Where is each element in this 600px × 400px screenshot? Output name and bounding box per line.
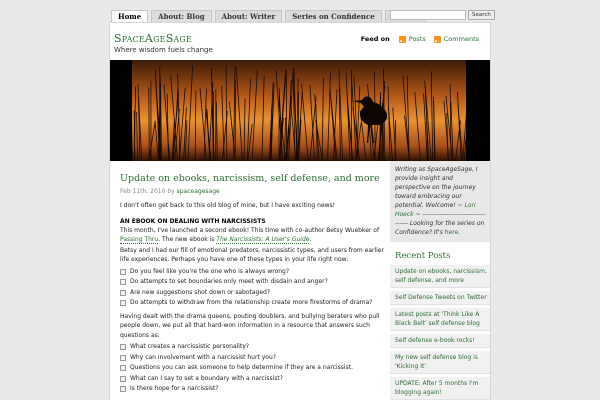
checkbox-icon <box>120 355 126 361</box>
list-item <box>120 288 384 299</box>
list-item <box>120 298 384 309</box>
list-item <box>120 353 384 364</box>
sidebar <box>390 161 491 400</box>
passing-thru-link[interactable]: Passing Thru <box>120 236 159 243</box>
recent-posts-list <box>390 265 491 400</box>
list-item-text: Is there hope for a narcissist? <box>130 385 219 392</box>
feed-links <box>361 35 484 43</box>
confidence-series-link[interactable]: here <box>444 229 459 236</box>
post-section-heading: AN EBOOK ON DEALING WITH NARCISSISTS <box>120 217 266 225</box>
heron-sunset-image <box>110 60 490 161</box>
checkbox-icon <box>120 279 126 285</box>
reed-stroke <box>279 88 280 161</box>
rss-icon[interactable] <box>399 36 406 43</box>
list-item-text: What creates a narcissistic personality? <box>130 343 250 350</box>
list-item <box>120 363 384 374</box>
list-item-text: Do you feel like you're the one who is always wrong? <box>130 267 290 275</box>
checkbox-icon <box>120 290 126 296</box>
checkbox-icon <box>120 344 126 350</box>
post-by: by <box>167 188 175 195</box>
list-item <box>120 267 384 278</box>
post-paragraph-1 <box>120 226 384 245</box>
search-button[interactable]: Search <box>468 10 495 20</box>
question-list-1 <box>120 267 384 309</box>
sidebar-about-text: Writing as SpaceAgeSage, I provide insight and perspective on the journey toward embracing our potential. Welcome! ~ <box>395 166 478 209</box>
question-list-2 <box>120 342 384 395</box>
post-paragraph-1-text-2: . The new ebook is <box>158 236 215 243</box>
recent-post-link[interactable]: UPDATE: After 5 months I'm blogging again! <box>390 377 491 400</box>
sidebar-about <box>390 161 491 242</box>
ebook-link[interactable]: The Narcissists: A User's Guide <box>216 236 310 243</box>
post-title[interactable]: Update on ebooks, narcissism, self defense, and more <box>120 173 380 184</box>
tab-home[interactable]: Home <box>111 10 148 22</box>
tab-about-writer[interactable]: About: Writer <box>215 10 283 22</box>
sidebar-about-end: . <box>458 229 461 236</box>
list-item <box>120 384 384 395</box>
list-item <box>120 277 384 288</box>
post-author-link[interactable]: spaceagesage <box>176 188 220 195</box>
recent-post-link[interactable]: Self Defense Tweets on Twitter <box>390 291 491 305</box>
post-meta <box>120 188 384 195</box>
list-item <box>120 342 384 353</box>
list-item-text: Why can involvement with a narcissist hurt you? <box>130 353 276 361</box>
header-image <box>110 60 490 161</box>
sidebar-about-text-2: ~ ----------------------------------- Looking for the series on Confidence? It's <box>395 211 486 236</box>
feed-posts-link[interactable]: Posts <box>408 35 426 43</box>
recent-post-link[interactable]: Latest posts at 'Think Like A Black Belt' self defense blog <box>390 308 491 331</box>
list-item <box>120 374 384 385</box>
feed-label: Feed on <box>360 35 390 43</box>
tab-about-blog[interactable]: About: Blog <box>151 10 211 22</box>
recent-posts-heading: Recent Posts <box>395 251 451 261</box>
feed-comments-link[interactable]: Comments <box>443 35 479 43</box>
top-nav <box>111 10 426 22</box>
checkbox-icon <box>120 269 126 275</box>
sidebar-author-name: Lori Hoeck <box>395 202 476 218</box>
recent-post-link[interactable]: My new self defense blog is 'Kicking It' <box>390 351 491 374</box>
recent-post-link[interactable]: Self defense e-book rocks! <box>390 334 491 348</box>
tab-series-on-confidence[interactable]: Series on Confidence <box>285 10 381 22</box>
post-content <box>120 173 384 395</box>
checkbox-icon <box>120 365 126 371</box>
post-paragraph-2: Betsy and I had our fill of emotional predators, narcissistic types, and users from earlier life experiences. Perhaps you have one of these types in your life right now: <box>120 246 384 263</box>
list-item-text: Questions you can ask someone to help determine if they are a narcissist. <box>130 364 353 371</box>
rss-icon[interactable] <box>434 36 441 43</box>
list-item-text: Do attempts to set boundaries only meet with disdain and anger? <box>130 278 328 285</box>
post-paragraph-1-text: This month, I've launched a second ebook! This time with co-author Betsy Wuebker of <box>120 226 380 234</box>
checkbox-icon <box>120 386 126 392</box>
post-paragraph-3: Having dealt with the drama queens, pouting doublers, and bullying beraters who pull people down, we put all that hard-won information in a resource that answers such questions as: <box>120 312 380 339</box>
checkbox-icon <box>120 376 126 382</box>
site-tagline: Where wisdom fuels change <box>114 46 213 54</box>
recent-post-link[interactable]: Update on ebooks, narcissism, self defense, and more <box>390 265 491 288</box>
list-item-text: Do attempts to withdraw from the relationship create more firestorms of drama? <box>130 299 373 306</box>
post-date: Feb 11th, 2010 <box>120 188 166 195</box>
checkbox-icon <box>120 300 126 306</box>
list-item-text: What can I say to set a boundary with a narcissist? <box>130 374 283 382</box>
page-container <box>109 22 491 400</box>
post-paragraph-1-end: . <box>309 236 312 243</box>
post-intro: I don't often get back to this old blog of mine, but I have exciting news! <box>120 202 336 209</box>
search-form <box>390 10 495 20</box>
list-item-text: Are new suggestions shot down or sabotaged? <box>130 288 271 296</box>
site-title[interactable]: SpaceAgeSage <box>114 32 193 45</box>
search-input[interactable] <box>390 10 466 20</box>
